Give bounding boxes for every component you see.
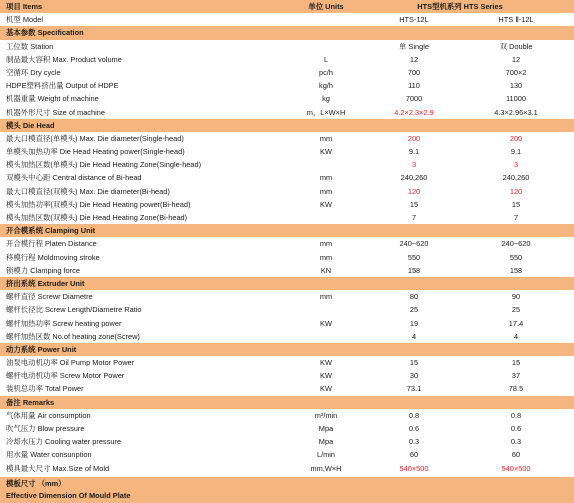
row-label: 气体用量 Air consumption (6, 410, 91, 420)
row-label: 最大口模直径(双模头) Max. Die diameter(Bi-head) (6, 186, 170, 196)
row-value-2: 37 (511, 371, 521, 381)
row-value-1: 73.1 (406, 384, 422, 394)
row-label: 单模头加热功率 Die Head Heating power(Single-head) (6, 147, 185, 157)
table-header-row (0, 0, 574, 13)
section-header (0, 343, 574, 356)
row-value-2: 540×500 (501, 463, 531, 473)
row-value-2: 200 (509, 133, 523, 143)
table-row (0, 422, 574, 435)
mould-plate-footer (0, 477, 574, 503)
row-value-2: 158 (509, 265, 523, 275)
row-unit: mm (319, 173, 333, 183)
row-unit: pc/h (319, 67, 333, 77)
row-value-2: 15 (511, 199, 521, 209)
row-unit (286, 158, 366, 171)
row-value-2: 双 Double (499, 41, 533, 51)
model-value-2: HTS Ⅱ-12L (498, 15, 534, 25)
row-value-1: 7000 (405, 94, 423, 104)
row-label: 模头加热功率(双模头) Die Head Heating power(Bi-head) (6, 199, 191, 209)
row-value-2: 90 (511, 292, 521, 302)
row-label: 双模头中心距 Central distance of Bi-head (6, 173, 142, 183)
row-label: 开合模行程 Platen Distance (6, 239, 97, 249)
row-unit: L/min (316, 450, 336, 460)
row-value-2: 0.3 (510, 437, 522, 447)
model-unit (286, 13, 366, 26)
table-row (0, 435, 574, 448)
row-value-2: 550 (509, 252, 523, 262)
table-row (0, 66, 574, 79)
table-row (0, 317, 574, 330)
row-value-2: 11000 (505, 94, 526, 104)
model-row (0, 13, 574, 26)
row-value-2: 4.3×2.96×3.1 (494, 107, 538, 117)
table-row (0, 448, 574, 461)
row-unit: KW (320, 318, 332, 328)
row-unit: KW (320, 384, 332, 394)
table-row (0, 158, 574, 171)
row-value-2: 60 (511, 450, 521, 460)
row-value-1: 9.1 (408, 147, 420, 157)
row-value-1: 25 (409, 305, 419, 315)
footer-line-1: 模板尺寸 （mm） (6, 479, 66, 488)
row-unit: KN (320, 265, 332, 275)
row-value-1: 4 (411, 331, 417, 341)
section-header (0, 396, 574, 409)
row-value-1: 12 (409, 54, 419, 64)
section-title: 备注 Remarks (6, 397, 55, 407)
row-label: 机器重量 Weight of machine (6, 94, 99, 104)
row-label: 螺杆直径 Screwr Diametre (6, 292, 93, 302)
footer-line-2: Effective Dimension Of Mould Plate (6, 491, 131, 500)
row-unit: KW (320, 199, 332, 209)
table-row (0, 198, 574, 211)
row-label: 油泵电动机功率 Oil Pump Motor Power (6, 358, 135, 368)
row-unit (286, 40, 366, 53)
row-label: 螺杆电动机功率 Screw Motor Power (6, 371, 125, 381)
row-value-2: 9.1 (510, 147, 522, 157)
table-row (0, 237, 574, 250)
row-value-2: 130 (509, 81, 523, 91)
row-value-2: 240~620 (501, 239, 531, 249)
section-title: 动力系统 Power Unit (6, 344, 77, 354)
table-row (0, 79, 574, 92)
table-row (0, 356, 574, 369)
row-value-1: 4.2×2.3×2.9 (394, 107, 434, 117)
row-value-2: 25 (511, 305, 521, 315)
row-value-1: 120 (407, 186, 421, 196)
row-unit: Mpa (318, 437, 334, 447)
row-value-2: 700×2 (505, 67, 527, 77)
row-value-2: 12 (511, 54, 521, 64)
row-value-1: 单 Single (399, 41, 429, 51)
section-title: 开合模系统 Clamping Unit (6, 226, 96, 236)
row-label: 锁模力 Clamping force (6, 265, 80, 275)
row-unit: m³/min (314, 410, 338, 420)
row-label: 模具最大尺寸 Max.Size of Mold (6, 463, 110, 473)
row-value-1: 15 (409, 199, 419, 209)
row-unit: m，L×W×H (306, 107, 346, 117)
row-unit: L (323, 54, 329, 64)
row-value-1: 19 (409, 318, 419, 328)
row-unit (286, 330, 366, 343)
row-label: 工位数 Station (6, 41, 54, 51)
row-value-1: 550 (407, 252, 421, 262)
row-label: 制品最大容积 Max. Product volume (6, 54, 122, 64)
table-row (0, 40, 574, 53)
section-header (0, 277, 574, 290)
row-value-1: 7 (411, 213, 417, 222)
row-value-2: 17.4 (508, 318, 524, 328)
row-value-2: 78.5 (508, 384, 524, 394)
row-value-1: 158 (407, 265, 421, 275)
row-value-1: 30 (409, 371, 419, 381)
row-label: HDPE塑料挤出量 Output of HDPE (6, 81, 119, 91)
row-unit: mm (319, 252, 333, 262)
table-row (0, 171, 574, 184)
table-row (0, 211, 574, 224)
table-row (0, 106, 574, 119)
row-unit: kg/h (319, 81, 333, 91)
row-value-2: 0.8 (510, 410, 522, 420)
section-title: 挤出系统 Extruder Unit (6, 278, 85, 288)
table-row (0, 145, 574, 158)
row-value-1: 0.3 (408, 437, 420, 447)
row-unit: mm,W×H (310, 463, 342, 473)
row-label: 最大口模直径(单模头) Max. Die diameter(Single-head) (6, 133, 184, 143)
row-unit: KW (320, 147, 332, 157)
row-label: 模头加热区数(双模头) Die Head Heating Zone(Bi-head) (6, 213, 188, 222)
row-value-1: 200 (407, 133, 421, 143)
row-value-1: 15 (409, 358, 419, 368)
section-header (0, 224, 574, 237)
table-row (0, 53, 574, 66)
row-value-2: 4 (513, 331, 519, 341)
row-unit: mm (319, 133, 333, 143)
row-value-1: 240,260 (400, 173, 428, 183)
row-unit: mm (319, 239, 333, 249)
section-header (0, 119, 574, 132)
row-value-1: 540×500 (399, 463, 429, 473)
row-value-2: 3 (513, 160, 519, 170)
row-label: 机器外形尺寸 Size of machine (6, 107, 105, 117)
row-label: 装机总功率 Total Power (6, 384, 84, 394)
section-header (0, 26, 574, 39)
row-label: 螺杆加热功率 Screw heating power (6, 318, 122, 328)
row-value-1: 3 (411, 160, 417, 170)
row-label: 螺杆长径比 Screw Length/Diametre Ratio (6, 305, 142, 315)
header-items: 项目 Items (6, 2, 43, 11)
table-row (0, 369, 574, 382)
row-unit: mm (319, 186, 333, 196)
table-row (0, 290, 574, 303)
row-unit: KW (320, 358, 332, 368)
row-label: 移模行程 Moldmoving stroke (6, 252, 100, 262)
table-row (0, 264, 574, 277)
row-value-2: 240,260 (502, 173, 530, 183)
row-value-2: 15 (511, 358, 521, 368)
row-value-2: 7 (513, 213, 519, 222)
header-series: HTS型机系列 HTS Series (417, 2, 503, 11)
row-unit (286, 211, 366, 224)
row-value-1: 80 (409, 292, 419, 302)
table-row (0, 409, 574, 422)
table-row (0, 132, 574, 145)
row-unit: mm (319, 292, 333, 302)
row-value-1: 110 (408, 81, 420, 91)
spec-sections (0, 26, 574, 474)
row-value-2: 120 (509, 186, 523, 196)
row-value-2: 0.6 (510, 424, 522, 433)
row-value-1: 0.6 (408, 424, 420, 433)
header-units: 单位 Units (308, 2, 344, 11)
table-row (0, 382, 574, 395)
row-label: 用水量 Water consunption (6, 450, 92, 460)
row-unit: KW (320, 371, 332, 381)
section-title: 模头 Die Head (6, 120, 55, 130)
table-row (0, 92, 574, 105)
row-value-1: 0.8 (408, 410, 420, 420)
table-row (0, 303, 574, 316)
table-row (0, 185, 574, 198)
table-row (0, 330, 574, 343)
table-row (0, 251, 574, 264)
row-unit: Mpa (318, 424, 334, 433)
row-label: 模头加热区数(单模头) Die Head Heating Zone(Single-head) (6, 160, 202, 170)
table-row (0, 462, 574, 475)
section-title: 基本参数 Specification (6, 28, 84, 38)
row-unit (286, 303, 366, 316)
row-label: 空循环 Dry cycle (6, 67, 61, 77)
model-value-1: HTS-12L (399, 15, 429, 25)
row-label: 吹气压力 Blow pressure (6, 424, 85, 433)
row-value-1: 60 (409, 450, 419, 460)
model-label: 机型 Model (6, 15, 43, 25)
row-label: 冷却水压力 Cooling water pressure (6, 437, 122, 447)
row-value-1: 700 (407, 67, 421, 77)
row-label: 螺杆加热区数 No.of heating zone(Screw) (6, 331, 140, 341)
row-value-1: 240~620 (399, 239, 429, 249)
row-unit: kg (322, 94, 330, 104)
